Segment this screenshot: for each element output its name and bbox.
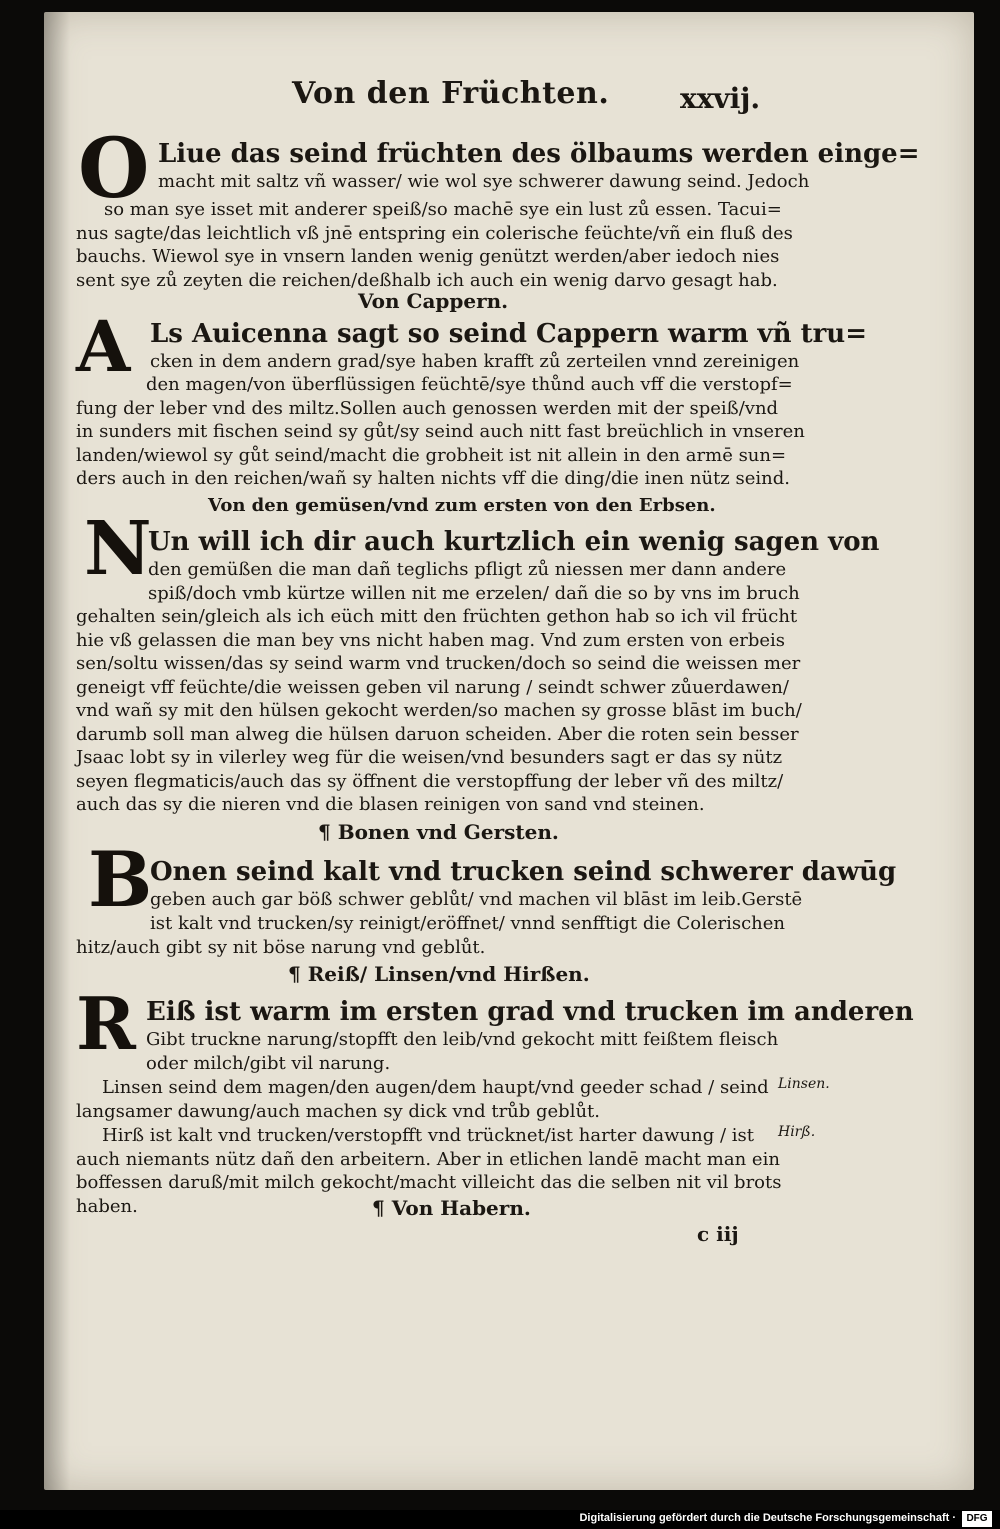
text-line: gehalten sein/gleich als ich eüch mitt den früchten gethon hab so ich vil frücht — [76, 606, 798, 627]
text-line: vnd wañ sy mit den hülsen gekocht werden/so machen sy grosse blāst im buch/ — [76, 700, 802, 721]
paragraph-linsen — [76, 1076, 776, 1123]
text-line: nus sagte/das leichtlich vß jnē entspring ein colerische feüchte/vñ ein fluß des — [76, 222, 793, 244]
text-line: so man sye isset mit anderer speiß/so machē sye ein lust zů essen. Tacui= — [104, 199, 782, 220]
drop-cap-cappern: A — [76, 305, 131, 388]
text-line: den gemüßen die man dañ teglichs pfligt zů niessen mer dann andere — [148, 559, 787, 580]
text-line: auch niemants nütz dañ den arbeitern. Aber in etlichen landē macht man ein — [76, 1148, 780, 1170]
text-line: Onen seind kalt vnd trucken seind schwerer dawūg — [150, 857, 897, 887]
text-line: den magen/von überflüssigen feüchtē/sye thůnd auch vff die verstopf= — [146, 374, 793, 395]
text-line: seyen flegmaticis/auch das sy öffnent die verstopffung der leber vñ des miltz/ — [76, 770, 784, 792]
paragraph-olive-first — [158, 138, 920, 194]
paragraph-bonen — [150, 856, 897, 935]
text-line: auch das sy die nieren vnd die blasen reinigen von sand vnd steinen. — [76, 794, 705, 815]
section-heading-reiss: ¶ Reiß/ Linsen/vnd Hirßen. — [288, 962, 590, 986]
drop-cap-reiss: R — [76, 981, 136, 1066]
text-line: cken in dem andern grad/sye haben krafft zů zerteilen vnnd zereinigen — [150, 351, 800, 372]
paragraph-cappern — [150, 318, 867, 374]
text-line: hie vß gelassen die man bey vns nicht haben mag. Vnd zum ersten von erbeis — [76, 629, 785, 651]
section-heading-habern: ¶ Von Habern. — [372, 1196, 531, 1220]
text-line: darumb soll man alweg die hülsen daruon scheiden. Aber die roten sein besser — [76, 723, 799, 745]
text-line: sent sye zů zeyten die reichen/deßhalb ich auch ein wenig darvo gesagt hab. — [76, 269, 778, 291]
page-gutter-shadow — [44, 12, 70, 1490]
text-line: fung der leber vnd des miltz.Sollen auch genossen werden mit der speiß/vnd — [76, 397, 779, 419]
text-line: in sunders mit fischen seind sy gůt/sy seind auch nitt fast breüchlich in vnseren — [76, 421, 805, 442]
text-line: Ls Auicenna sagt so seind Cappern warm vñ tru= — [150, 319, 867, 349]
text-line: sen/soltu wissen/das sy seind warm vnd trucken/doch so seind die weissen mer — [76, 653, 801, 674]
drop-cap-olive: O — [78, 121, 150, 217]
text-line: Gibt truckne narung/stopfft den leib/vnd gekocht mitt feißtem fleisch — [146, 1029, 779, 1050]
paragraph-bonen-rest — [76, 936, 776, 960]
marginal-note-hirss: Hirß. — [778, 1124, 816, 1140]
text-line: Jsaac lobt sy in vilerley weg für die weisen/vnd besunders sagt er das sy nütz — [76, 747, 783, 768]
text-line: boffessen daruß/mit milch gekocht/macht villeicht das die selben nit vil brots — [76, 1172, 782, 1193]
text-line: Un will ich dir auch kurtzlich ein wenig sagen von — [148, 527, 880, 557]
section-heading-erbsen: Von den gemüsen/vnd zum ersten von den Erbsen. — [208, 495, 716, 516]
section-heading-bonen: ¶ Bonen vnd Gersten. — [318, 820, 559, 844]
running-head: Von den Früchten. — [292, 76, 610, 111]
text-line: macht mit saltz vñ wasser/ wie wol sye schwerer dawung seind. Jedoch — [158, 171, 810, 192]
paragraph-cappern-rest — [76, 373, 805, 491]
text-line: hitz/auch gibt sy nit böse narung vnd geblůt. — [76, 937, 486, 958]
signature-mark: c iij — [697, 1222, 739, 1246]
text-line: Hirß ist kalt vnd trucken/verstopfft vnd trücknet/ist harter dawung / ist — [102, 1125, 754, 1146]
text-line: Liue das seind früchten des ölbaums werden einge= — [158, 139, 920, 169]
text-line: langsamer dawung/auch machen sy dick vnd trůb geblůt. — [76, 1100, 601, 1122]
text-line: geneigt vff feüchte/die weissen geben vil narung / seindt schwer zůuerdawen/ — [76, 676, 789, 698]
dfg-logo: DFG — [962, 1511, 992, 1527]
folio-number: xxvij. — [680, 82, 761, 115]
text-line: Linsen seind dem magen/den augen/dem haupt/vnd geeder schad / seind — [102, 1077, 769, 1098]
text-line: spiß/doch vmb kürtze willen nit me erzelen/ dañ die so by vns im bruch — [148, 582, 800, 604]
section-heading-cappern: Von Cappern. — [358, 289, 509, 313]
funding-credit: Digitalisierung gefördert durch die Deutsche Forschungsgemeinschaft · — [579, 1512, 956, 1524]
text-line: ist kalt vnd trucken/sy reinigt/eröffnet/ vnnd senfftigt die Colerischen — [150, 912, 786, 934]
paragraph-erbsen — [148, 526, 880, 605]
marginal-note-linsen: Linsen. — [778, 1076, 830, 1092]
text-line: ders auch in den reichen/wañ sy halten nichts vff die ding/die inen nütz seind. — [76, 468, 790, 489]
drop-cap-erbsen: N — [84, 506, 152, 592]
paragraph-olive-rest — [76, 198, 793, 292]
text-line: landen/wiewol sy gůt seind/macht die grobheit ist nit allein in den armē sun= — [76, 444, 787, 466]
drop-cap-bonen: B — [88, 835, 153, 924]
text-line: Eiß ist warm im ersten grad vnd trucken im anderen — [146, 997, 914, 1027]
text-line: geben auch gar böß schwer geblůt/ vnd machen vil blāst im leib.Gerstē — [150, 889, 803, 910]
text-line: oder milch/gibt vil narung. — [146, 1052, 391, 1074]
paragraph-reiss — [146, 996, 914, 1075]
paragraph-erbsen-rest — [76, 605, 802, 817]
text-line: bauchs. Wiewol sye in vnsern landen wenig genützt werden/aber iedoch nies — [76, 246, 780, 267]
text-line: haben. — [76, 1195, 138, 1217]
